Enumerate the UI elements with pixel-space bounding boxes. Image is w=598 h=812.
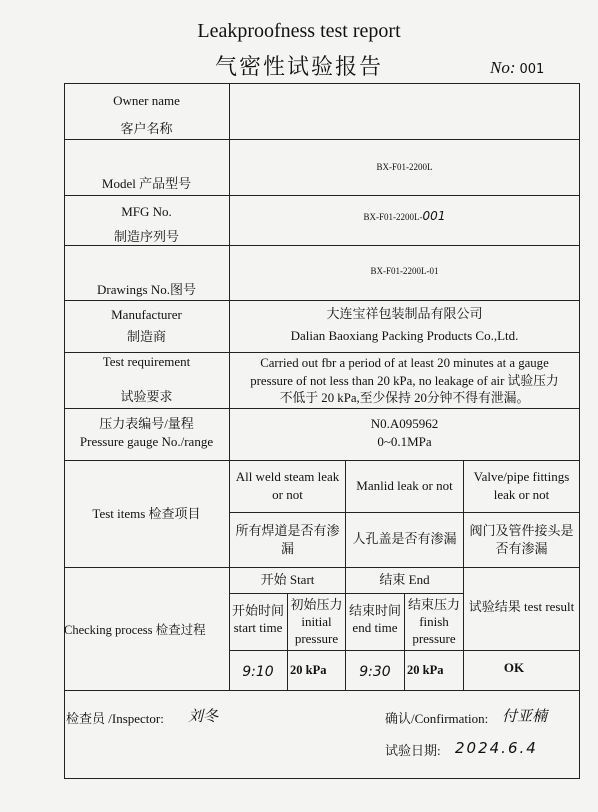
end-time-header-cn: 结束时间: [348, 603, 401, 618]
test-item-weld-en-1: All weld steam leak: [235, 469, 340, 484]
end-time-header-en: end time: [352, 620, 398, 635]
initial-pressure-header-en-2: pressure: [294, 631, 339, 646]
initial-pressure-header-cn: 初始压力: [290, 597, 343, 612]
manufacturer-label-en: Manufacturer: [111, 307, 182, 322]
gauge-label-en: Pressure gauge No./range: [79, 434, 214, 449]
checking-label: Checking process 检查过程: [64, 623, 206, 637]
report-title-en: Leakproofness test report: [197, 20, 401, 42]
start-time-header-cn: 开始时间: [231, 603, 284, 618]
model-label: Model 产品型号: [101, 176, 192, 191]
test-date-label: 试验日期:: [385, 743, 441, 758]
test-item-manlid-en: Manlid leak or not: [356, 478, 453, 493]
manufacturer-value-cn: 大连宝祥包装制品有限公司: [326, 306, 483, 321]
doc-no-value: 001: [519, 62, 545, 77]
test-req-line1: Carried out fbr a period of at least 20 minutes at a gauge: [260, 356, 549, 370]
test-date-value: 2024.6.4: [455, 739, 538, 757]
drawings-label: Drawings No.图号: [97, 282, 196, 297]
test-result-header: 试验结果 test result: [468, 599, 575, 614]
manufacturer-value-en: Dalian Baoxiang Packing Products Co.,Ltd.: [290, 328, 519, 343]
gauge-value-no: N0.A095962: [370, 416, 439, 431]
end-time-value: 9:30: [359, 664, 391, 680]
test-item-valve-cn-2: 否有渗漏: [495, 541, 548, 556]
checking-start-header: 开始 Start: [260, 572, 315, 587]
manufacturer-label-cn: 制造商: [126, 329, 166, 344]
test-req-line2: pressure of not less than 20 kPa, no leakage of air 试验压力: [250, 374, 559, 388]
model-value: BX-F01-2200L: [376, 162, 433, 172]
mfg-value: [230, 207, 579, 226]
owner-label-en: Owner name: [113, 93, 180, 108]
owner-label-cn: 客户名称: [120, 121, 173, 136]
mfg-value-hand: 001: [422, 209, 446, 223]
test-req-label-cn: 试验要求: [120, 389, 173, 404]
test-items-label: Test items 检查项目: [92, 506, 201, 521]
finish-pressure-header-en-1: finish: [419, 614, 449, 629]
test-item-valve-en-2: leak or not: [493, 487, 550, 502]
confirmation-label: 确认/Confirmation:: [385, 711, 489, 726]
test-item-weld-en-2: or not: [272, 487, 303, 502]
finish-pressure-header-cn: 结束压力: [407, 597, 460, 612]
report-title-cn: 气密性试验报告: [214, 54, 383, 79]
gauge-value-range: 0~0.1MPa: [377, 434, 432, 449]
test-item-valve-en-1: Valve/pipe fittings: [473, 469, 570, 484]
mfg-label-cn: 制造序列号: [113, 229, 179, 244]
drawings-value: BX-F01-2200L-01: [370, 266, 439, 276]
initial-pressure-value: 20 kPa: [290, 663, 327, 677]
test-item-manlid-cn: 人孔盖是否有渗漏: [352, 531, 457, 546]
finish-pressure-value: 20 kPa: [407, 663, 444, 677]
test-result-value: OK: [503, 660, 525, 675]
initial-pressure-header-en-1: initial: [301, 614, 332, 629]
mfg-label-en: MFG No.: [121, 204, 172, 219]
checking-end-header: 结束 End: [379, 572, 430, 587]
inspector-label: 检查员 /Inspector:: [66, 711, 164, 726]
start-time-value: 9:10: [242, 664, 274, 680]
test-req-label-en: Test requirement: [102, 354, 191, 369]
test-req-line3: 不低于 20 kPa,至少保持 20分钟不得有泄漏。: [279, 391, 530, 405]
mfg-value-printed: BX-F01-2200L-: [363, 212, 423, 222]
test-item-valve-cn-1: 阀门及管件接头是: [469, 523, 574, 538]
gauge-label-cn: 压力表编号/量程: [99, 416, 194, 431]
document-number: [490, 58, 544, 78]
finish-pressure-header-en-2: pressure: [412, 631, 456, 646]
confirmation-signature: 付亚楠: [502, 707, 548, 725]
start-time-header-en: start time: [233, 620, 283, 635]
inspector-signature: 刘冬: [188, 707, 219, 725]
doc-no-label: No:: [490, 58, 516, 77]
test-item-weld-cn-2: 漏: [280, 541, 294, 556]
test-item-weld-cn-1: 所有焊道是否有渗: [235, 523, 340, 538]
